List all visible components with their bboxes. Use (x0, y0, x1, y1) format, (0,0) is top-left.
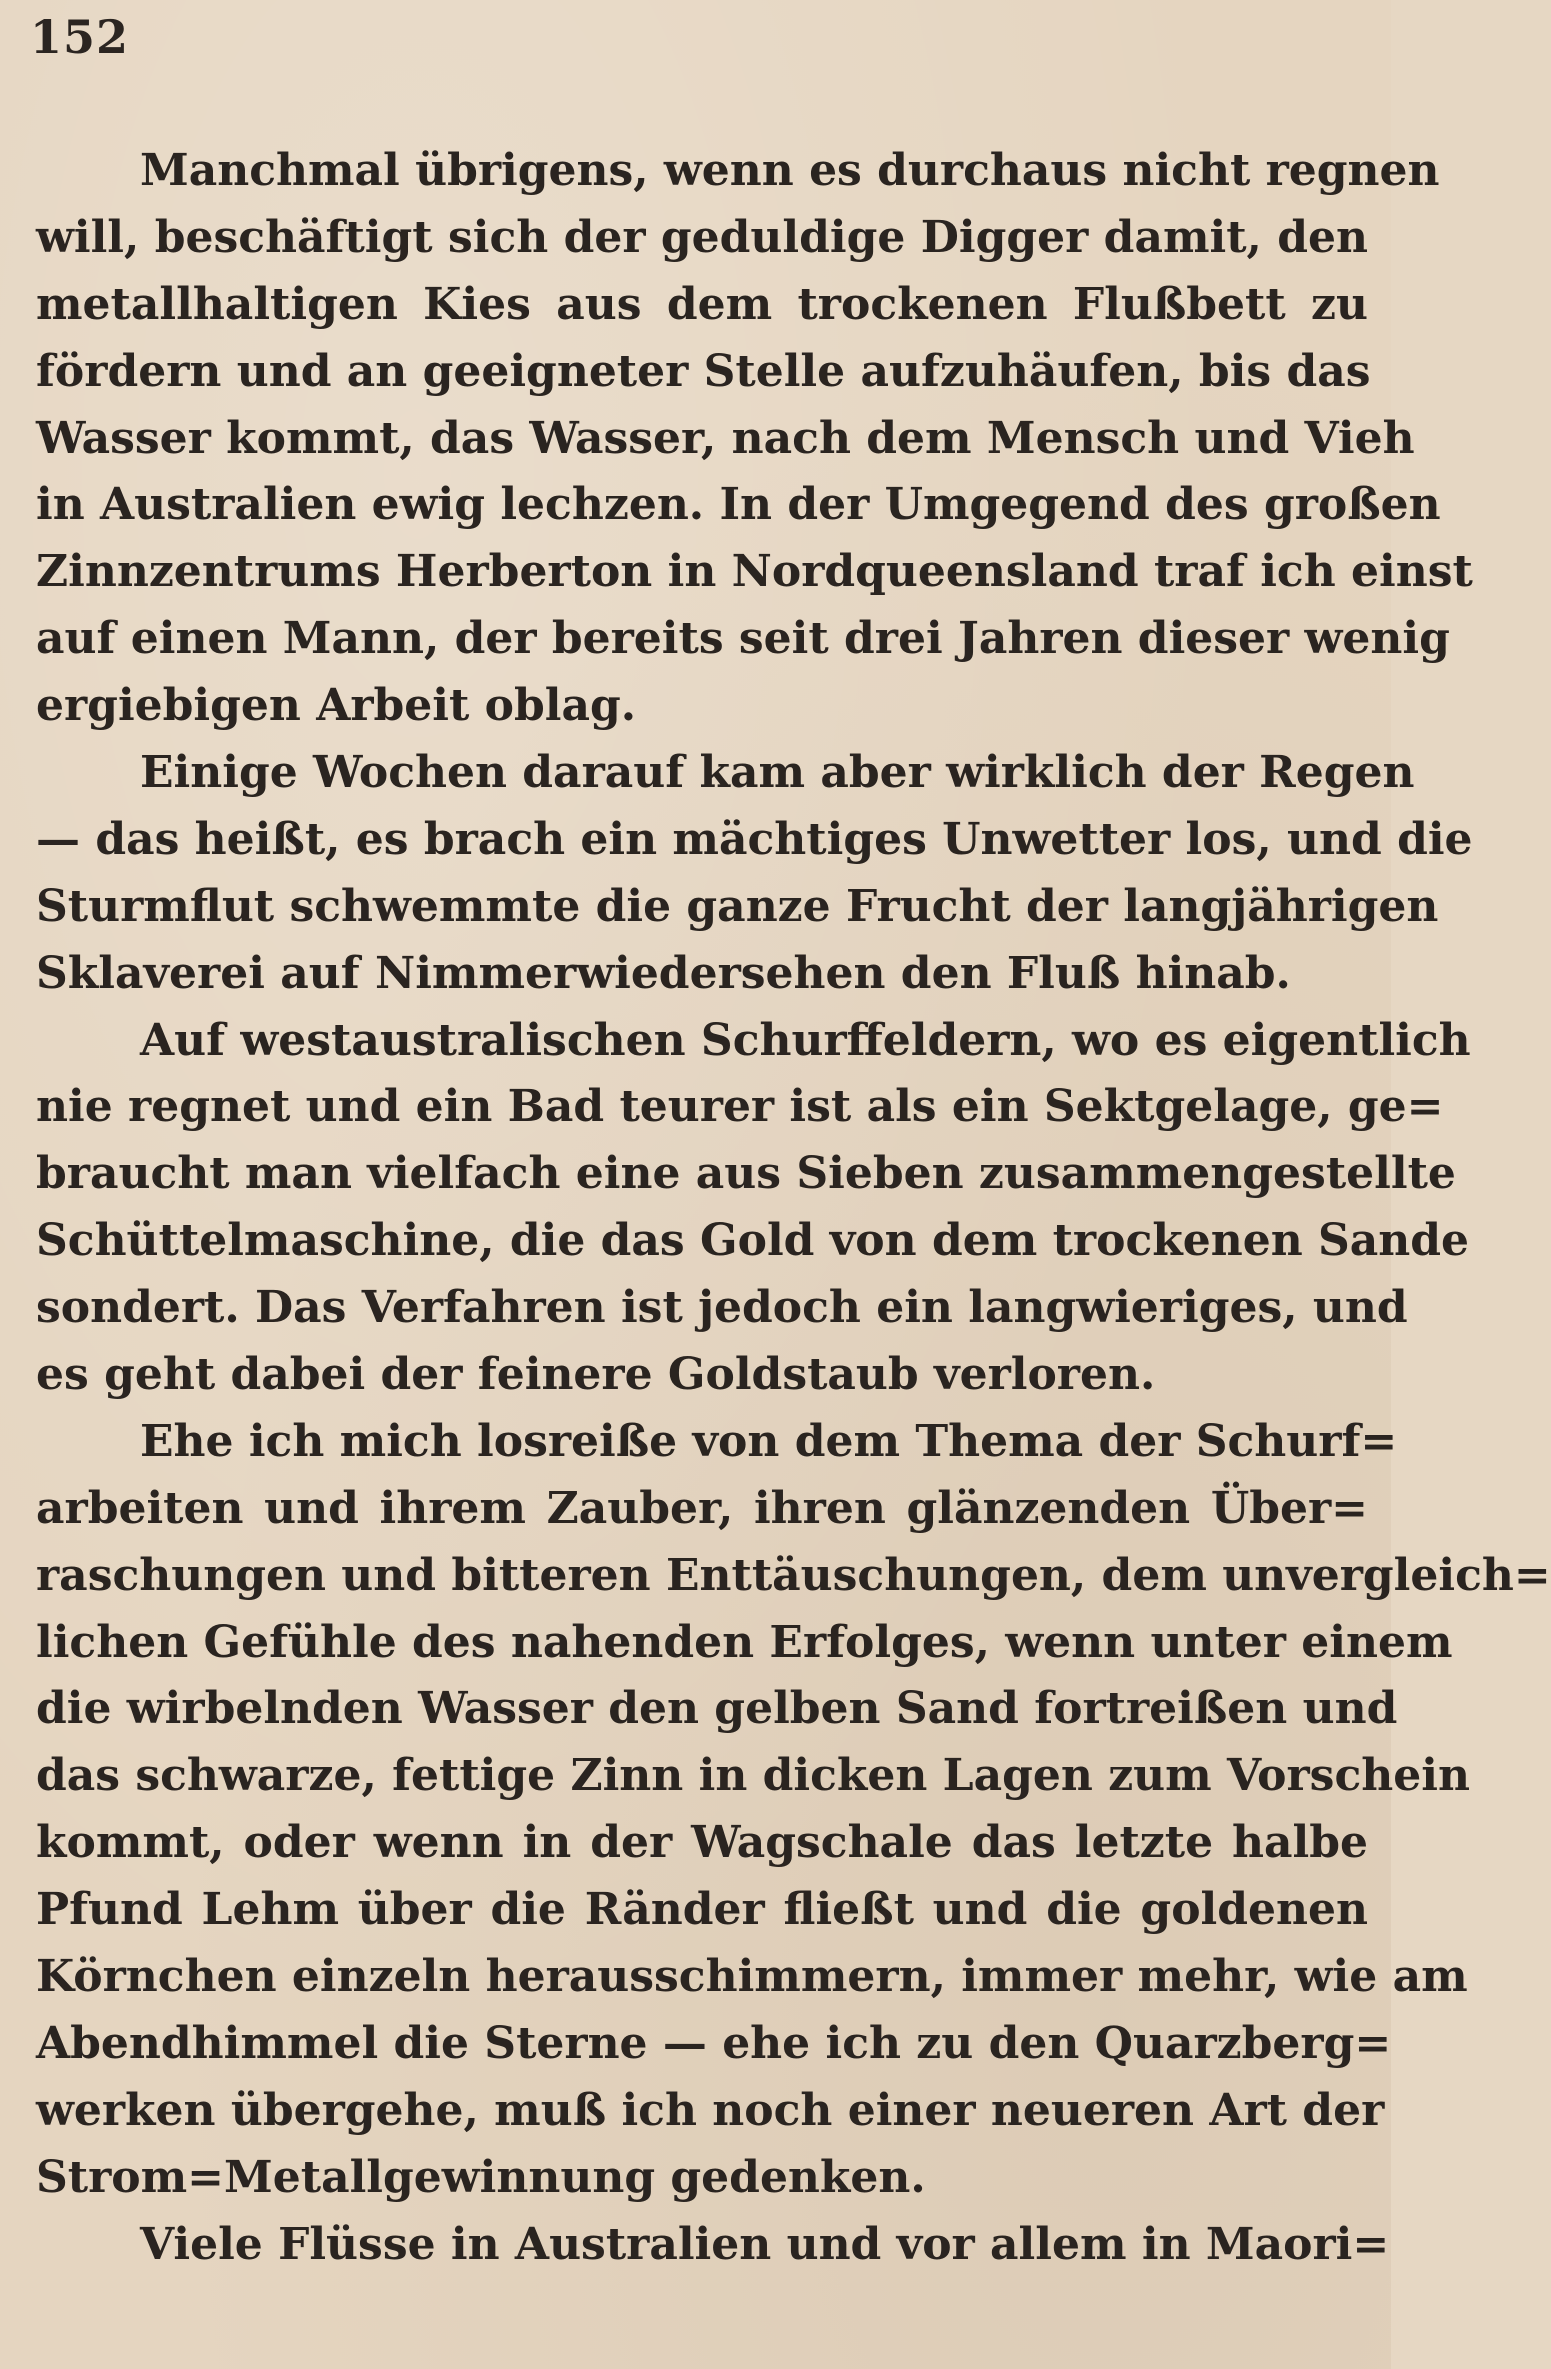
text-line: Strom=Metallgewinnung gedenken. (36, 2151, 926, 2203)
text-line: es geht dabei der feinere Goldstaub verloren. (36, 1349, 1156, 1401)
text-line: Auf westaustralischen Schurffeldern, wo es eigentlich (140, 1014, 1471, 1066)
text-line: kommt, oder wenn in der Wagschale das letzte halbe (36, 1817, 1368, 1869)
text-line: sondert. Das Verfahren ist jedoch ein langwieriges, und (36, 1282, 1408, 1334)
text-line: — das heißt, es brach ein mächtiges Unwetter los, und die (36, 813, 1473, 865)
text-line: Körnchen einzeln herausschimmern, immer mehr, wie am (36, 1951, 1468, 2003)
text-line: Einige Wochen darauf kam aber wirklich der Regen (140, 747, 1415, 799)
text-line: braucht man vielfach eine aus Sieben zusammengestellte (36, 1148, 1456, 1200)
text-line: Manchmal übrigens, wenn es durchaus nicht regnen (140, 145, 1440, 196)
text-line: Viele Flüsse in Australien und vor allem in Maori= (140, 2218, 1390, 2270)
text-line: Sklaverei auf Nimmerwiedersehen den Fluß hinab. (36, 947, 1291, 999)
page-number: 152 (30, 10, 130, 64)
text-line: Zinnzentrums Herberton in Nordqueensland traf ich einst (36, 546, 1473, 598)
text-line: Schüttelmaschine, die das Gold von dem trockenen Sande (36, 1215, 1470, 1267)
text-line: arbeiten und ihrem Zauber, ihren glänzenden Über= (36, 1482, 1368, 1534)
text-line: lichen Gefühle des nahenden Erfolges, wenn unter einem (36, 1616, 1453, 1668)
text-line: Pfund Lehm über die Ränder fließt und die goldenen (36, 1884, 1368, 1936)
text-line: das schwarze, fettige Zinn in dicken Lagen zum Vorschein (36, 1750, 1470, 1802)
text-line: Abendhimmel die Sterne — ehe ich zu den Quarzberg= (36, 2017, 1392, 2069)
text-line: ergiebigen Arbeit oblag. (36, 680, 637, 732)
text-line: Sturmflut schwemmte die ganze Frucht der langjährigen (36, 880, 1439, 932)
text-line: metallhaltigen Kies aus dem trockenen Flußbett zu (36, 278, 1368, 330)
text-line: nie regnet und ein Bad teurer ist als ein Sektgelage, ge= (36, 1081, 1444, 1133)
text-line: werken übergehe, muß ich noch einer neueren Art der (36, 2084, 1385, 2136)
text-line: die wirbelnden Wasser den gelben Sand fortreißen und (36, 1683, 1398, 1735)
text-line: fördern und an geeigneter Stelle aufzuhäufen, bis das (36, 345, 1371, 397)
text-line: in Australien ewig lechzen. In der Umgegend des großen (36, 479, 1441, 531)
text-line: Wasser kommt, das Wasser, nach dem Mensch und Vieh (36, 412, 1415, 464)
text-line: auf einen Mann, der bereits seit drei Jahren dieser wenig (36, 613, 1450, 665)
text-line: will, beschäftigt sich der geduldige Digger damit, den (36, 211, 1368, 263)
text-line: raschungen und bitteren Enttäuschungen, dem unvergleich= (36, 1549, 1551, 1601)
text-line: Ehe ich mich losreiße von dem Thema der Schurf= (140, 1415, 1398, 1467)
body-text (36, 138, 1551, 2279)
